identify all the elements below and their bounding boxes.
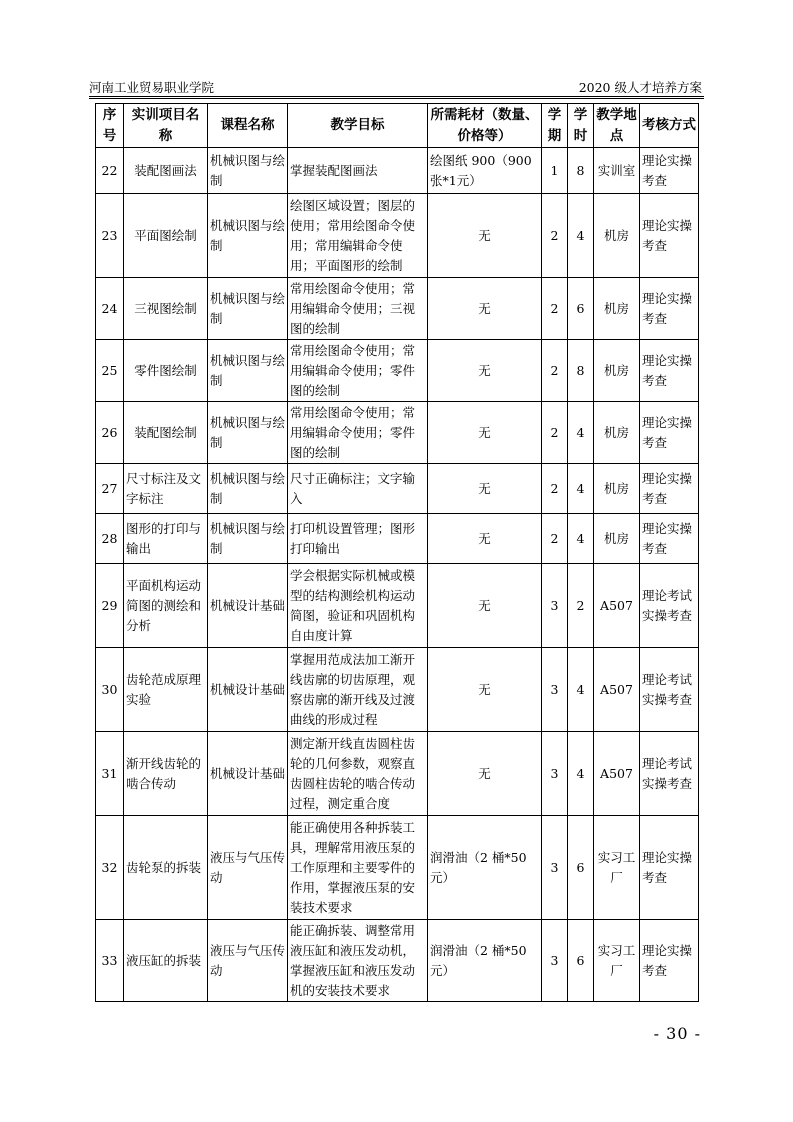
header-school: 河南工业贸易职业学院 <box>89 80 215 95</box>
row-project: 平面图绘制 <box>124 194 208 278</box>
row-hours: 8 <box>568 340 594 402</box>
row-goal: 掌握用范成法加工渐开线齿廓的切齿原理，观察齿廓的渐开线及过渡曲线的形成过程 <box>288 648 428 732</box>
row-course: 机械识图与绘制 <box>208 278 288 340</box>
col-header-materials: 所需耗材（数量、价格等） <box>428 104 542 148</box>
row-course: 机械识图与绘制 <box>208 194 288 278</box>
col-header-hours: 学时 <box>568 104 594 148</box>
row-no: 24 <box>96 278 124 340</box>
header-rule-thin <box>89 98 704 99</box>
row-no: 32 <box>96 816 124 920</box>
row-project: 图形的打印与输出 <box>124 514 208 564</box>
row-term: 2 <box>542 402 568 464</box>
row-assessment: 理论实操考查 <box>640 278 699 340</box>
row-assessment: 理论实操考查 <box>640 514 699 564</box>
row-project: 平面机构运动简图的测绘和分析 <box>124 564 208 648</box>
row-no: 33 <box>96 920 124 1002</box>
row-project: 液压缸的拆装 <box>124 920 208 1002</box>
row-course: 液压与气压传动 <box>208 816 288 920</box>
row-goal: 能正确拆装、调整常用液压缸和液压发动机，掌握液压缸和液压发动机的安装技术要求 <box>288 920 428 1002</box>
table-row <box>96 920 699 1002</box>
row-no: 28 <box>96 514 124 564</box>
row-materials: 无 <box>428 732 542 816</box>
row-materials: 无 <box>428 514 542 564</box>
row-assessment: 理论实操考查 <box>640 816 699 920</box>
row-project: 尺寸标注及文字标注 <box>124 464 208 514</box>
row-location: 机房 <box>594 194 640 278</box>
row-goal: 常用绘图命令使用；常用编辑命令使用；三视图的绘制 <box>288 278 428 340</box>
row-goal: 绘图区域设置；图层的使用；常用绘图命令使用；常用编辑命令使用；平面图形的绘制 <box>288 194 428 278</box>
row-course: 机械设计基础 <box>208 648 288 732</box>
row-materials: 无 <box>428 564 542 648</box>
row-materials: 无 <box>428 340 542 402</box>
row-project: 齿轮泵的拆装 <box>124 816 208 920</box>
row-course: 机械识图与绘制 <box>208 340 288 402</box>
row-term: 3 <box>542 648 568 732</box>
row-location: 实训室 <box>594 148 640 194</box>
row-term: 3 <box>542 732 568 816</box>
row-course: 机械识图与绘制 <box>208 402 288 464</box>
row-course: 机械识图与绘制 <box>208 514 288 564</box>
col-header-goal: 教学目标 <box>288 104 428 148</box>
row-term: 3 <box>542 920 568 1002</box>
table-row <box>96 514 699 564</box>
row-course: 机械设计基础 <box>208 732 288 816</box>
row-hours: 4 <box>568 464 594 514</box>
row-goal: 常用绘图命令使用；常用编辑命令使用；零件图的绘制 <box>288 402 428 464</box>
row-no: 22 <box>96 148 124 194</box>
row-materials: 无 <box>428 278 542 340</box>
row-project: 齿轮范成原理实验 <box>124 648 208 732</box>
header-plan: 2020 级人才培养方案 <box>578 80 702 95</box>
row-goal: 学会根据实际机械或模型的结构测绘机构运动简图，验证和巩固机构自由度计算 <box>288 564 428 648</box>
row-course: 机械识图与绘制 <box>208 148 288 194</box>
col-header-course: 课程名称 <box>208 104 288 148</box>
table-row <box>96 464 699 514</box>
table-row <box>96 148 699 194</box>
row-goal: 打印机设置管理；图形打印输出 <box>288 514 428 564</box>
col-header-project: 实训项目名称 <box>124 104 208 148</box>
row-goal: 常用绘图命令使用；常用编辑命令使用；零件图的绘制 <box>288 340 428 402</box>
row-hours: 4 <box>568 194 594 278</box>
row-term: 2 <box>542 340 568 402</box>
row-location: 机房 <box>594 278 640 340</box>
row-location: A507 <box>594 732 640 816</box>
row-assessment: 理论实操考查 <box>640 194 699 278</box>
row-materials: 无 <box>428 464 542 514</box>
row-materials: 绘图纸 900（900张*1元） <box>428 148 542 194</box>
row-project: 装配图绘制 <box>124 402 208 464</box>
row-course: 机械识图与绘制 <box>208 464 288 514</box>
row-goal: 测定渐开线直齿圆柱齿轮的几何参数，观察直齿圆柱齿轮的啮合传动过程，测定重合度 <box>288 732 428 816</box>
row-location: 实习工厂 <box>594 816 640 920</box>
row-hours: 8 <box>568 148 594 194</box>
row-materials: 无 <box>428 194 542 278</box>
row-materials: 无 <box>428 648 542 732</box>
row-materials: 润滑油（2 桶*50元） <box>428 920 542 1002</box>
row-location: 实习工厂 <box>594 920 640 1002</box>
row-term: 2 <box>542 464 568 514</box>
row-assessment: 理论考试实操考查 <box>640 732 699 816</box>
row-location: 机房 <box>594 340 640 402</box>
row-hours: 6 <box>568 920 594 1002</box>
row-no: 23 <box>96 194 124 278</box>
row-no: 30 <box>96 648 124 732</box>
col-header-location: 教学地点 <box>594 104 640 148</box>
table-row <box>96 402 699 464</box>
row-location: 机房 <box>594 514 640 564</box>
col-header-no: 序号 <box>96 104 124 148</box>
row-no: 31 <box>96 732 124 816</box>
row-no: 26 <box>96 402 124 464</box>
row-assessment: 理论实操考查 <box>640 402 699 464</box>
row-project: 零件图绘制 <box>124 340 208 402</box>
table-row <box>96 648 699 732</box>
row-hours: 2 <box>568 564 594 648</box>
row-assessment: 理论实操考查 <box>640 464 699 514</box>
table-row <box>96 564 699 648</box>
table-row <box>96 732 699 816</box>
row-goal: 掌握装配图画法 <box>288 148 428 194</box>
row-term: 2 <box>542 194 568 278</box>
row-hours: 4 <box>568 402 594 464</box>
row-project: 装配图画法 <box>124 148 208 194</box>
row-hours: 4 <box>568 732 594 816</box>
row-assessment: 理论考试实操考查 <box>640 564 699 648</box>
col-header-assessment: 考核方式 <box>640 104 699 148</box>
row-hours: 4 <box>568 648 594 732</box>
row-hours: 6 <box>568 278 594 340</box>
row-location: A507 <box>594 564 640 648</box>
row-no: 27 <box>96 464 124 514</box>
row-hours: 4 <box>568 514 594 564</box>
row-materials: 无 <box>428 402 542 464</box>
row-goal: 能正确使用各种拆装工具，理解常用液压泵的工作原理和主要零件的作用，掌握液压泵的安装技术要求 <box>288 816 428 920</box>
row-assessment: 理论实操考查 <box>640 340 699 402</box>
row-assessment: 理论实操考查 <box>640 920 699 1002</box>
row-no: 25 <box>96 340 124 402</box>
col-header-term: 学期 <box>542 104 568 148</box>
table-row <box>96 340 699 402</box>
row-term: 2 <box>542 514 568 564</box>
row-assessment: 理论考试实操考查 <box>640 648 699 732</box>
row-course: 液压与气压传动 <box>208 920 288 1002</box>
row-assessment: 理论实操考查 <box>640 148 699 194</box>
training-table <box>95 103 699 1002</box>
row-no: 29 <box>96 564 124 648</box>
row-project: 渐开线齿轮的啮合传动 <box>124 732 208 816</box>
table-row <box>96 278 699 340</box>
row-materials: 润滑油（2 桶*50元） <box>428 816 542 920</box>
row-term: 3 <box>542 564 568 648</box>
row-location: 机房 <box>594 464 640 514</box>
row-term: 1 <box>542 148 568 194</box>
row-location: A507 <box>594 648 640 732</box>
table-row <box>96 194 699 278</box>
row-location: 机房 <box>594 402 640 464</box>
row-term: 3 <box>542 816 568 920</box>
row-project: 三视图绘制 <box>124 278 208 340</box>
row-course: 机械设计基础 <box>208 564 288 648</box>
header-rule <box>89 96 704 97</box>
row-term: 2 <box>542 278 568 340</box>
table-row <box>96 816 699 920</box>
page-number: - 30 - <box>653 1024 701 1043</box>
row-hours: 6 <box>568 816 594 920</box>
row-goal: 尺寸正确标注；文字输入 <box>288 464 428 514</box>
